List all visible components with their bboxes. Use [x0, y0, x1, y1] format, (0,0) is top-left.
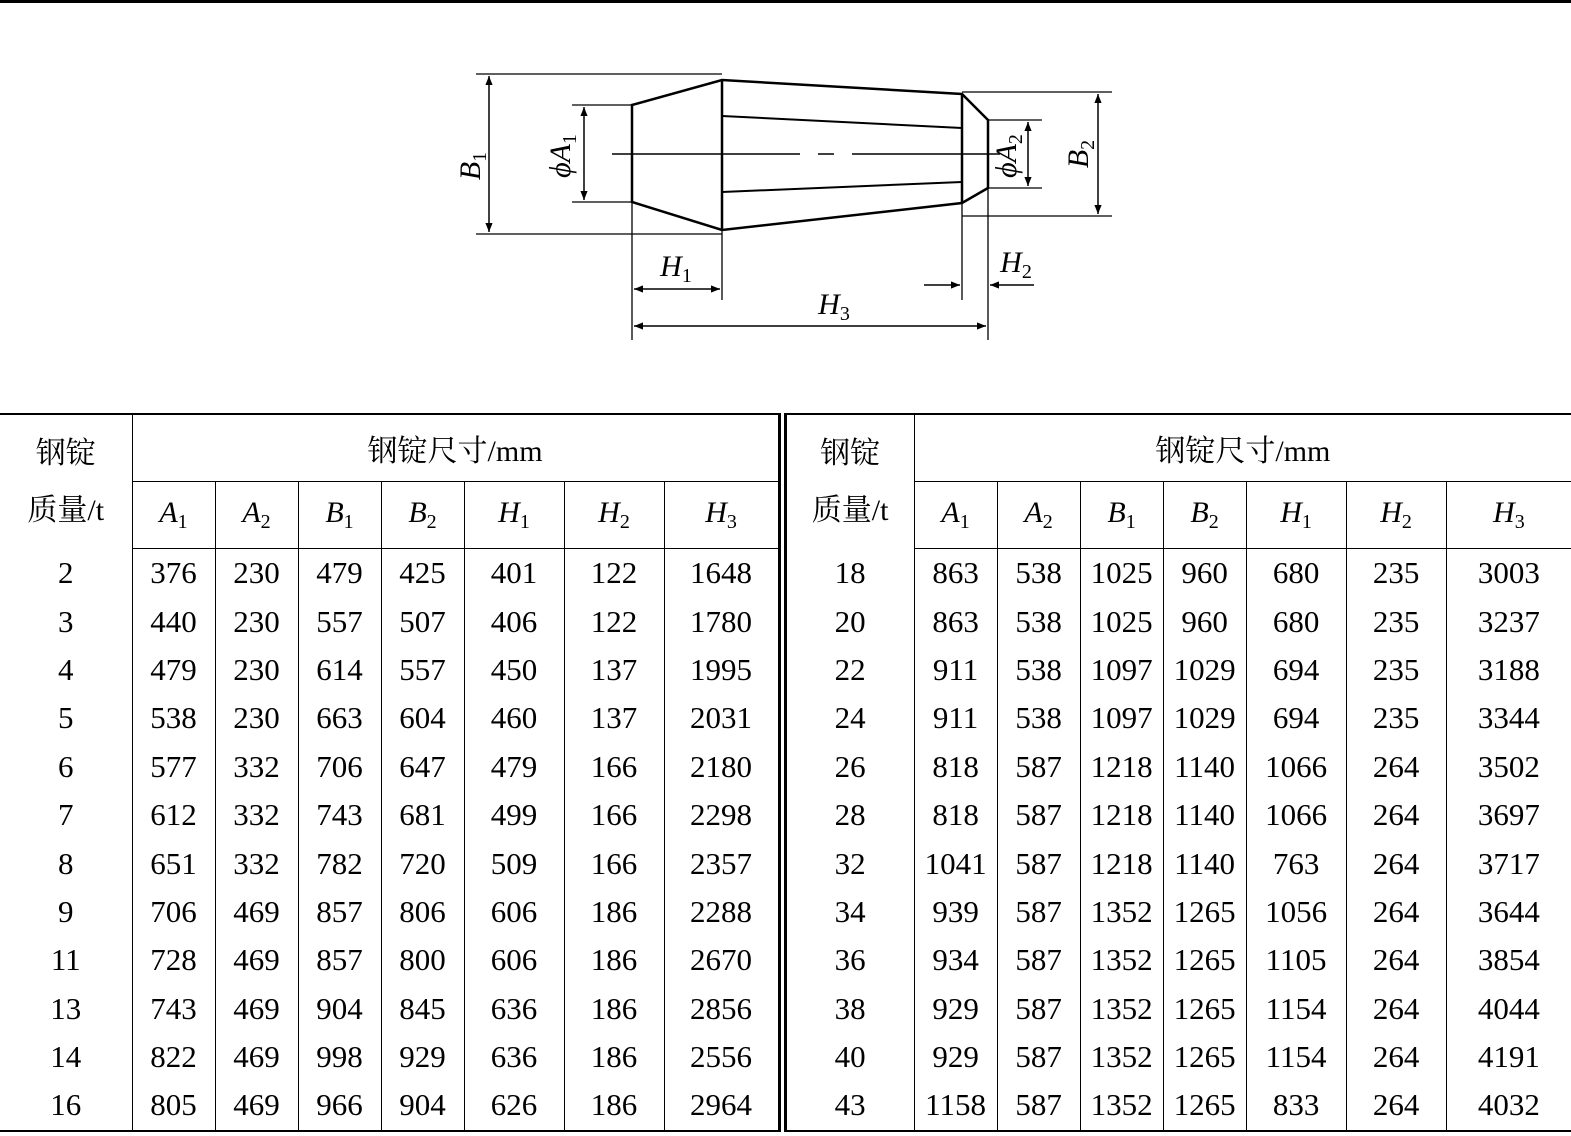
mass-cell: 26	[782, 743, 914, 791]
dimension-cell: 694	[1246, 646, 1346, 694]
dimension-cell: 636	[464, 985, 564, 1033]
dimension-cell: 538	[132, 694, 215, 742]
dimension-cell: 469	[215, 1081, 298, 1130]
inner-taper-bottom	[722, 182, 962, 192]
table-row	[0, 1081, 1571, 1130]
dimension-cell: 557	[298, 597, 381, 645]
dimension-cell: 587	[997, 1081, 1080, 1130]
dimension-cell: 863	[914, 549, 997, 598]
table-row	[0, 694, 1571, 742]
table-row	[0, 985, 1571, 1033]
dimension-cell: 2670	[664, 936, 782, 984]
dimension-cell: 833	[1246, 1081, 1346, 1130]
column-header-left-h3: $H_3$	[664, 482, 782, 549]
dimension-cell: 647	[381, 743, 464, 791]
dimension-cell: 1265	[1163, 888, 1246, 936]
dimension-cell: 863	[914, 597, 997, 645]
dimension-cell: 822	[132, 1033, 215, 1081]
dimension-cell: 230	[215, 549, 298, 598]
mass-cell: 36	[782, 936, 914, 984]
column-header-left-a2: $A_2$	[215, 482, 298, 549]
mass-cell: 2	[0, 549, 132, 598]
table-row	[0, 888, 1571, 936]
dimension-cell: 332	[215, 839, 298, 887]
dimension-cell: 1066	[1246, 743, 1346, 791]
dimension-cell: 469	[215, 888, 298, 936]
dimension-cell: 1352	[1080, 936, 1163, 984]
dimension-cell: 230	[215, 694, 298, 742]
dimension-cell: 406	[464, 597, 564, 645]
dimension-cell: 1648	[664, 549, 782, 598]
mass-cell: 40	[782, 1033, 914, 1081]
dimension-cell: 1265	[1163, 936, 1246, 984]
dimension-cell: 264	[1346, 985, 1446, 1033]
dimension-group-header-right: 钢锭尺寸/mm	[914, 414, 1571, 482]
column-header-left-b2: $B_2$	[381, 482, 464, 549]
dimension-cell: 1352	[1080, 985, 1163, 1033]
dimension-cell: 264	[1346, 888, 1446, 936]
dimension-cell: 166	[564, 839, 664, 887]
dimension-cell: 1056	[1246, 888, 1346, 936]
dimension-cell: 332	[215, 743, 298, 791]
dimension-cell: 230	[215, 597, 298, 645]
mass-cell: 11	[0, 936, 132, 984]
dimension-cell: 706	[132, 888, 215, 936]
dimension-cell: 460	[464, 694, 564, 742]
mass-cell: 43	[782, 1081, 914, 1130]
dimension-cell: 4032	[1446, 1081, 1571, 1130]
dimension-cell: 743	[298, 791, 381, 839]
table-row	[0, 646, 1571, 694]
dimension-cell: 680	[1246, 549, 1346, 598]
table-row	[0, 597, 1571, 645]
dimension-cell: 587	[997, 791, 1080, 839]
dimension-cell: 636	[464, 1033, 564, 1081]
dimension-cell: 2288	[664, 888, 782, 936]
dimension-cell: 663	[298, 694, 381, 742]
dimension-cell: 604	[381, 694, 464, 742]
dimension-cell: 557	[381, 646, 464, 694]
dimension-group-header-left: 钢锭尺寸/mm	[132, 414, 782, 482]
mass-cell: 7	[0, 791, 132, 839]
dimension-cell: 805	[132, 1081, 215, 1130]
dimension-cell: 425	[381, 549, 464, 598]
dimension-cell: 186	[564, 888, 664, 936]
dimension-cell: 332	[215, 791, 298, 839]
dimension-cell: 1140	[1163, 743, 1246, 791]
mass-cell: 38	[782, 985, 914, 1033]
dimension-cell: 577	[132, 743, 215, 791]
dimension-cell: 440	[132, 597, 215, 645]
dimension-cell: 904	[298, 985, 381, 1033]
column-header-right-b2: $B_2$	[1163, 482, 1246, 549]
mass-cell: 9	[0, 888, 132, 936]
ingot-dimension-table	[0, 413, 1571, 1132]
dimension-cell: 166	[564, 743, 664, 791]
dimension-cell: 509	[464, 839, 564, 887]
dimension-cell: 2357	[664, 839, 782, 887]
mass-cell: 4	[0, 646, 132, 694]
dimension-cell: 479	[298, 549, 381, 598]
dimension-cell: 911	[914, 646, 997, 694]
dimension-cell: 3344	[1477, 700, 1540, 736]
dimension-cell: 376	[132, 549, 215, 598]
dimension-cell: 998	[298, 1033, 381, 1081]
dimension-cell: 137	[564, 646, 664, 694]
dimension-cell: 1140	[1163, 791, 1246, 839]
dimension-cell: 479	[132, 646, 215, 694]
dimension-cell: 857	[298, 888, 381, 936]
a2-label: $\phi A_2$	[990, 134, 1027, 178]
dimension-cell: 587	[997, 839, 1080, 887]
ingot-diagram	[0, 0, 1571, 400]
dimension-cell: 186	[564, 1081, 664, 1130]
dimension-cell: 469	[215, 985, 298, 1033]
dimension-cell: 1265	[1163, 1033, 1246, 1081]
dimension-cell: 186	[564, 985, 664, 1033]
dimension-cell: 706	[298, 743, 381, 791]
a1-label: $\phi A_1$	[544, 134, 581, 178]
column-header-right-b1: $B_1$	[1080, 482, 1163, 549]
table-row	[0, 791, 1571, 839]
dimension-cell: 587	[997, 743, 1080, 791]
table-row	[0, 1033, 1571, 1081]
dimension-cell: 2556	[664, 1033, 782, 1081]
dimension-cell: 614	[298, 646, 381, 694]
dimension-cell: 960	[1163, 549, 1246, 598]
dimension-cell: 743	[132, 985, 215, 1033]
mass-cell: 8	[0, 839, 132, 887]
dimension-cell: 1025	[1080, 597, 1163, 645]
dimension-cell: 1352	[1080, 1033, 1163, 1081]
dimension-cell: 1154	[1246, 985, 1346, 1033]
dimension-cell: 3188	[1477, 651, 1540, 687]
dimension-cell: 469	[215, 1033, 298, 1081]
mass-cell: 20	[782, 597, 914, 645]
dimension-cell: 800	[381, 936, 464, 984]
dimension-cell: 1097	[1080, 646, 1163, 694]
mass-cell: 5	[0, 694, 132, 742]
dimension-cell: 1066	[1246, 791, 1346, 839]
b2-label: $B_2$	[1062, 139, 1099, 169]
dimension-cell: 929	[381, 1033, 464, 1081]
dimension-cell: 1041	[914, 839, 997, 887]
dimension-cell: 845	[381, 985, 464, 1033]
dimension-cell: 401	[464, 549, 564, 598]
mass-cell: 28	[782, 791, 914, 839]
dimension-cell: 122	[564, 597, 664, 645]
dimension-cell: 681	[381, 791, 464, 839]
h2-label: $H_2$	[1000, 246, 1032, 283]
dimension-cell: 587	[997, 888, 1080, 936]
dimension-cell: 538	[997, 597, 1080, 645]
dimension-cell: 2180	[664, 743, 782, 791]
dimension-cell: 3644	[1477, 893, 1540, 929]
dimension-cell: 606	[464, 936, 564, 984]
ingot-outline	[632, 80, 988, 230]
dimension-cell: 1105	[1246, 936, 1346, 984]
dimension-cell: 538	[997, 694, 1080, 742]
dimension-cell: 929	[914, 985, 997, 1033]
dimension-cell: 939	[914, 888, 997, 936]
dimension-cell: 3237	[1477, 603, 1540, 639]
dimension-cell: 1265	[1163, 1081, 1246, 1130]
dimension-cell: 1780	[664, 597, 782, 645]
dimension-cell: 934	[914, 936, 997, 984]
dimension-cell: 1352	[1080, 1081, 1163, 1130]
dimension-cell: 1265	[1163, 985, 1246, 1033]
dimension-cell: 137	[564, 694, 664, 742]
dimension-cell: 1218	[1080, 839, 1163, 887]
dimension-cell: 264	[1346, 839, 1446, 887]
ingot-drawing	[0, 0, 1571, 400]
header-row-1	[0, 414, 1571, 482]
dimension-cell: 2298	[664, 791, 782, 839]
dimension-cell: 3717	[1477, 845, 1540, 881]
h1-label: $H_1$	[660, 250, 692, 287]
dimension-cell: 3003	[1477, 555, 1540, 591]
table-row	[0, 743, 1571, 791]
dimension-cell: 469	[215, 936, 298, 984]
dimension-cell: 720	[381, 839, 464, 887]
table-row	[0, 549, 1571, 598]
dimension-cell: 966	[298, 1081, 381, 1130]
mass-cell: 24	[782, 694, 914, 742]
dimension-cell: 1352	[1080, 888, 1163, 936]
table-body	[0, 549, 1571, 1131]
dimension-cell: 1218	[1080, 791, 1163, 839]
mass-cell: 34	[782, 888, 914, 936]
dimension-cell: 3697	[1477, 797, 1540, 833]
dimension-cell: 818	[914, 791, 997, 839]
dimension-cell: 264	[1346, 1081, 1446, 1130]
dimension-cell: 1025	[1080, 549, 1163, 598]
h3-label: $H_3$	[818, 288, 850, 325]
mass-cell: 16	[0, 1081, 132, 1130]
mass-cell: 6	[0, 743, 132, 791]
dimension-cell: 1158	[914, 1081, 997, 1130]
dimension-cell: 3502	[1477, 748, 1540, 784]
dimension-cell: 857	[298, 936, 381, 984]
column-header-left-a1: $A_1$	[132, 482, 215, 549]
dimension-cell: 230	[215, 646, 298, 694]
table-row	[0, 839, 1571, 887]
dimension-cell: 186	[564, 936, 664, 984]
dimension-cell: 4191	[1477, 1039, 1540, 1075]
dimension-cell: 186	[564, 1033, 664, 1081]
dimension-cell: 538	[997, 646, 1080, 694]
dimension-cell: 911	[914, 694, 997, 742]
dimension-cell: 612	[132, 791, 215, 839]
dimension-cell: 235	[1346, 694, 1446, 742]
dimension-cell: 587	[997, 985, 1080, 1033]
dimension-cell: 1995	[664, 646, 782, 694]
b1-label: $B_1$	[454, 151, 491, 181]
dimension-cell: 1154	[1246, 1033, 1346, 1081]
dimension-cell: 818	[914, 743, 997, 791]
column-header-left-h1: $H_1$	[464, 482, 564, 549]
dimension-cell: 1218	[1080, 743, 1163, 791]
dimension-cell: 1029	[1163, 646, 1246, 694]
dimension-cell: 507	[381, 597, 464, 645]
dimension-cell: 763	[1246, 839, 1346, 887]
dimension-cell: 587	[997, 936, 1080, 984]
mass-cell: 3	[0, 597, 132, 645]
dimension-cell: 264	[1346, 1033, 1446, 1081]
dimension-cell: 929	[914, 1033, 997, 1081]
mass-cell: 22	[782, 646, 914, 694]
dimension-cell: 904	[381, 1081, 464, 1130]
dimension-cell: 235	[1346, 646, 1446, 694]
dimension-cell: 3854	[1477, 942, 1540, 978]
dimension-cell: 694	[1246, 694, 1346, 742]
dimension-cell: 2964	[664, 1081, 782, 1130]
dimension-cell: 728	[132, 936, 215, 984]
mass-cell: 32	[782, 839, 914, 887]
column-header-right-a2: $A_2$	[997, 482, 1080, 549]
column-header-left-b1: $B_1$	[298, 482, 381, 549]
dimension-cell: 122	[564, 549, 664, 598]
column-header-right-h3: $H_3$	[1446, 482, 1571, 549]
column-header-right-h1: $H_1$	[1246, 482, 1346, 549]
dimension-cell: 264	[1346, 743, 1446, 791]
dimension-cell: 2031	[664, 694, 782, 742]
dimension-cell: 587	[997, 1033, 1080, 1081]
column-header-right-a1: $A_1$	[914, 482, 997, 549]
mass-header-right: 钢锭 质量/t	[782, 414, 914, 549]
dimension-cell: 1097	[1080, 694, 1163, 742]
dimension-cell: 1140	[1163, 839, 1246, 887]
dimension-cell: 264	[1346, 791, 1446, 839]
mass-header-left: 钢锭 质量/t	[0, 414, 132, 549]
dimension-cell: 235	[1346, 549, 1446, 598]
column-header-left-h2: $H_2$	[564, 482, 664, 549]
dimension-cell: 960	[1163, 597, 1246, 645]
dimension-cell: 2856	[664, 985, 782, 1033]
dimension-cell: 806	[381, 888, 464, 936]
mass-cell: 18	[782, 549, 914, 598]
inner-taper-top	[722, 116, 962, 128]
column-header-right-h2: $H_2$	[1346, 482, 1446, 549]
dimension-cell: 626	[464, 1081, 564, 1130]
dimension-cell: 235	[1346, 597, 1446, 645]
dimension-cell: 651	[132, 839, 215, 887]
dimension-cell: 782	[298, 839, 381, 887]
dimension-cell: 4044	[1477, 990, 1540, 1026]
dimension-cell: 1029	[1163, 694, 1246, 742]
mass-cell: 14	[0, 1033, 132, 1081]
mass-cell: 13	[0, 985, 132, 1033]
dimension-cell: 606	[464, 888, 564, 936]
table-row	[0, 936, 1571, 984]
dimension-cell: 264	[1346, 936, 1446, 984]
dimension-cell: 538	[997, 549, 1080, 598]
dimension-cell: 479	[464, 743, 564, 791]
dimension-cell: 450	[464, 646, 564, 694]
dimension-cell: 499	[464, 791, 564, 839]
dimension-cell: 166	[564, 791, 664, 839]
dimension-cell: 680	[1246, 597, 1346, 645]
